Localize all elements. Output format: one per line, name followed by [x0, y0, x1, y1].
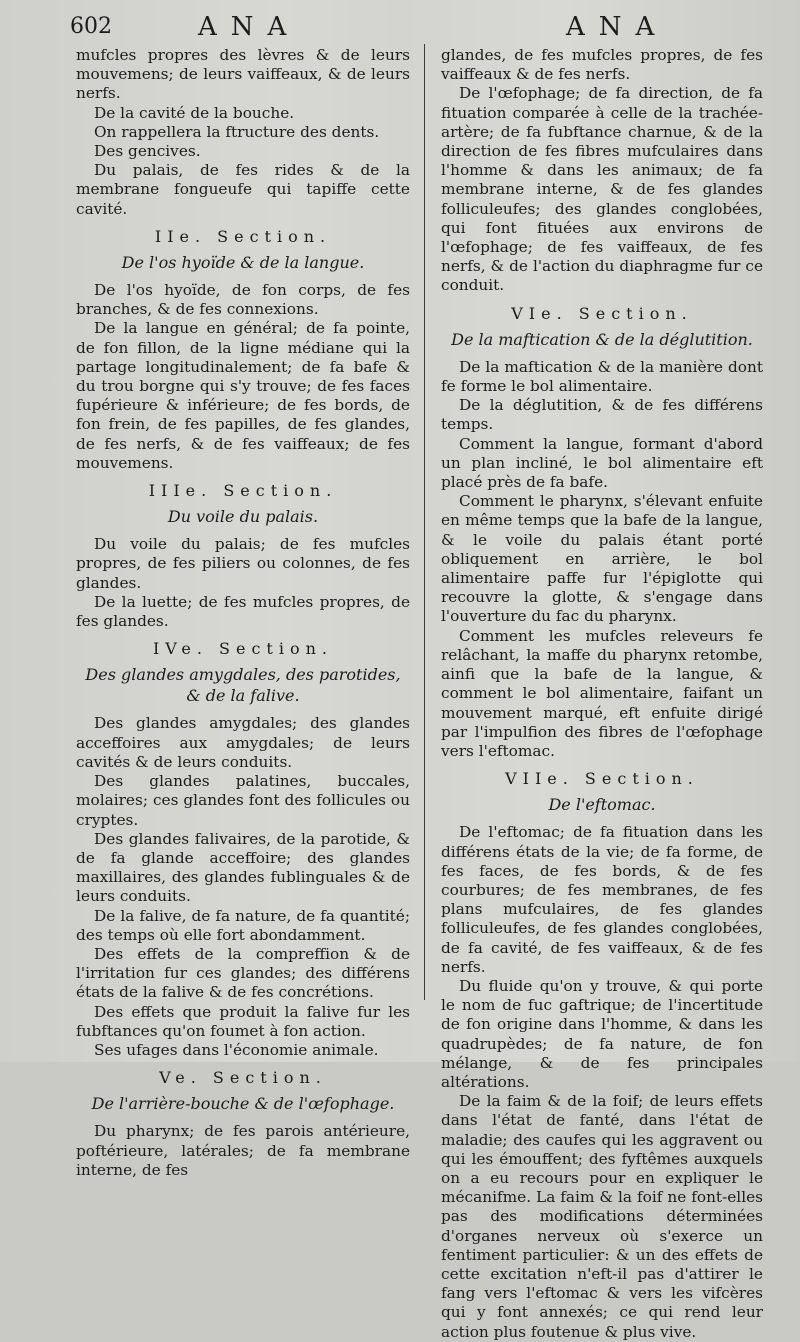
paragraph: De la langue en général; de fa pointe, de fon fillon, de la ligne médiane qui la partage longitudinalement; de fa bafe & du trou borgne qui s'y trouve; de fes faces fupérieure & inférieure; de fes bords, de fon frein, de fes papilles, de fes glandes, de fes nerfs, & de fes vaiffeaux; de fes mouvemens.	[76, 319, 410, 472]
paragraph: De la faim & de la foif; de leurs effets dans l'état de fanté, dans l'état de maladie; des caufes qui les aggravent ou qui les émouffent; des fyftêmes auxquels on a eu recours pour en expliquer le mécanifme. La faim & la foif ne font-elles pas des modifications déterminées d'organes nerveux où s'exerce un fentiment particulier: & un des effets de cette excitation n'eft-il pas d'attirer le fang vers l'eftomac & vers les vifcères qui y font annexés; ce qui rend leur action plus foutenue & plus vive.	[441, 1092, 763, 1341]
paragraph: De la luette; de fes mufcles propres, de fes glandes.	[76, 592, 410, 631]
left-column	[76, 46, 410, 1180]
paragraph: Des glandes amygdales; des glandes acceffoires aux amygdales; de leurs cavités & de leurs conduits.	[76, 714, 410, 771]
paragraph: Comment le pharynx, s'élevant enfuite en même temps que la bafe de la langue, & le voile du palais étant porté obliquement en arrière, le bol alimentaire paffe fur l'épiglotte qui recouvre la glotte, & s'engage dans l'ouverture du fac du pharynx.	[441, 492, 763, 626]
right-column	[441, 46, 763, 1342]
paragraph: De la déglutition, & de fes différens temps.	[441, 396, 763, 434]
paragraph: Des glandes falivaires, de la parotide, & de fa glande acceffoire; des glandes maxillaires, des glandes fublinguales & de leurs conduits.	[76, 829, 410, 906]
section-heading: VIIe. Section.	[505, 769, 699, 789]
section-subtitle: De l'arrière-bouche & de l'œfophage.	[91, 1094, 395, 1114]
paragraph: Du pharynx; de fes parois antérieure, poftérieure, latérales; de fa membrane interne, de fes	[76, 1122, 410, 1179]
paragraph: Des glandes palatines, buccales, molaires; ces glandes font des follicules ou cryptes.	[76, 772, 410, 829]
page-header	[0, 12, 800, 44]
paragraph: De la maftication & de la manière dont fe forme le bol alimentaire.	[441, 357, 763, 396]
paragraph: De la cavité de la bouche.	[94, 103, 295, 122]
paragraph: De l'œfophage; de fa direction, de fa fituation comparée à celle de la trachée-artère; de fa fubftance charnue, & de la direction de fes fibres mufculaires dans l'homme & dans les animaux; de fa membrane interne, & de fes glandes folliculeufes; des glandes conglobées, qui font fituées aux environs de l'œfophage; de fes vaiffeaux, de fes nerfs, & de l'action du diaphragme fur ce conduit.	[441, 84, 763, 295]
section-subtitle: De l'eftomac.	[548, 795, 656, 815]
section-heading: IVe. Section.	[152, 639, 333, 659]
paragraph: De la falive, de fa nature, de fa quantité; des temps où elle fort abondamment.	[76, 906, 410, 944]
paragraph: De l'eftomac; de fa fituation dans les différens états de la vie; de fa forme, de fes faces, de fes bords, & de fes courbures; de fes membranes, de fes plans mufculaires, de fes glandes folliculeufes, de fes glandes conglobées, de fa cavité, de fes vaiffeaux, & de fes nerfs.	[441, 823, 763, 976]
paragraph: Du palais, de fes rides & de la membrane fongueufe qui tapiffe cette cavité.	[76, 161, 410, 218]
paragraph: Ses ufages dans l'économie animale.	[94, 1040, 379, 1059]
paragraph: Des effets de la compreffion & de l'irritation fur ces glandes; des différens états de la falive & de fes concrétions.	[76, 944, 410, 1002]
page-number: 602	[70, 14, 112, 39]
paragraph: Du voile du palais; de fes mufcles propres, de fes piliers ou colonnes, de fes glandes.	[76, 535, 410, 592]
paragraph: Du fluide qu'on y trouve, & qui porte le nom de fuc gaftrique; de l'incertitude de fon origine dans l'homme, & dans les quadrupèdes; de fa nature, de fon mélange, & de fes principales altérations.	[441, 976, 763, 1091]
section-heading: IIe. Section.	[154, 226, 332, 246]
column-divider	[424, 44, 425, 1000]
paragraph: mufcles propres des lèvres & de leurs mouvemens; de leurs vaiffeaux, & de leurs nerfs.	[76, 46, 410, 103]
section-subtitle: De la maftication & de la déglutition.	[451, 329, 753, 349]
paragraph: glandes, de fes mufcles propres, de fes vaiffeaux & de fes nerfs.	[441, 46, 763, 84]
section-heading: VIe. Section.	[511, 303, 693, 323]
section-heading: Ve. Section.	[159, 1068, 327, 1088]
paragraph: Des effets que produit la falive fur les fubftances qu'on foumet à fon action.	[76, 1002, 410, 1040]
section-heading: IIIe. Section.	[148, 481, 338, 501]
section-subtitle: De l'os hyoïde & de la langue.	[121, 253, 365, 273]
running-head-right: ANA	[566, 12, 669, 42]
section-subtitle: Du voile du palais.	[167, 507, 319, 527]
running-head-left: ANA	[198, 12, 301, 42]
paragraph: Des gencives.	[94, 142, 201, 161]
paragraph: Comment la langue, formant d'abord un plan incliné, le bol alimentaire eft placé près de fa bafe.	[441, 434, 763, 492]
paragraph: On rappellera la ftructure des dents.	[94, 122, 380, 141]
paragraph: Comment les mufcles releveurs fe relâchant, la maffe du pharynx retombe, ainfi que la bafe de la langue, & comment le bol alimentaire, faifant un mouvement marqué, eft enfuite dirigé par l'impulfion des fibres de l'œfophage vers l'eftomac.	[441, 626, 763, 760]
section-subtitle: Des glandes amygdales, des parotides, & de la falive.	[85, 665, 401, 706]
paragraph: De l'os hyoïde, de fon corps, de fes branches, & de fes connexions.	[76, 281, 410, 319]
